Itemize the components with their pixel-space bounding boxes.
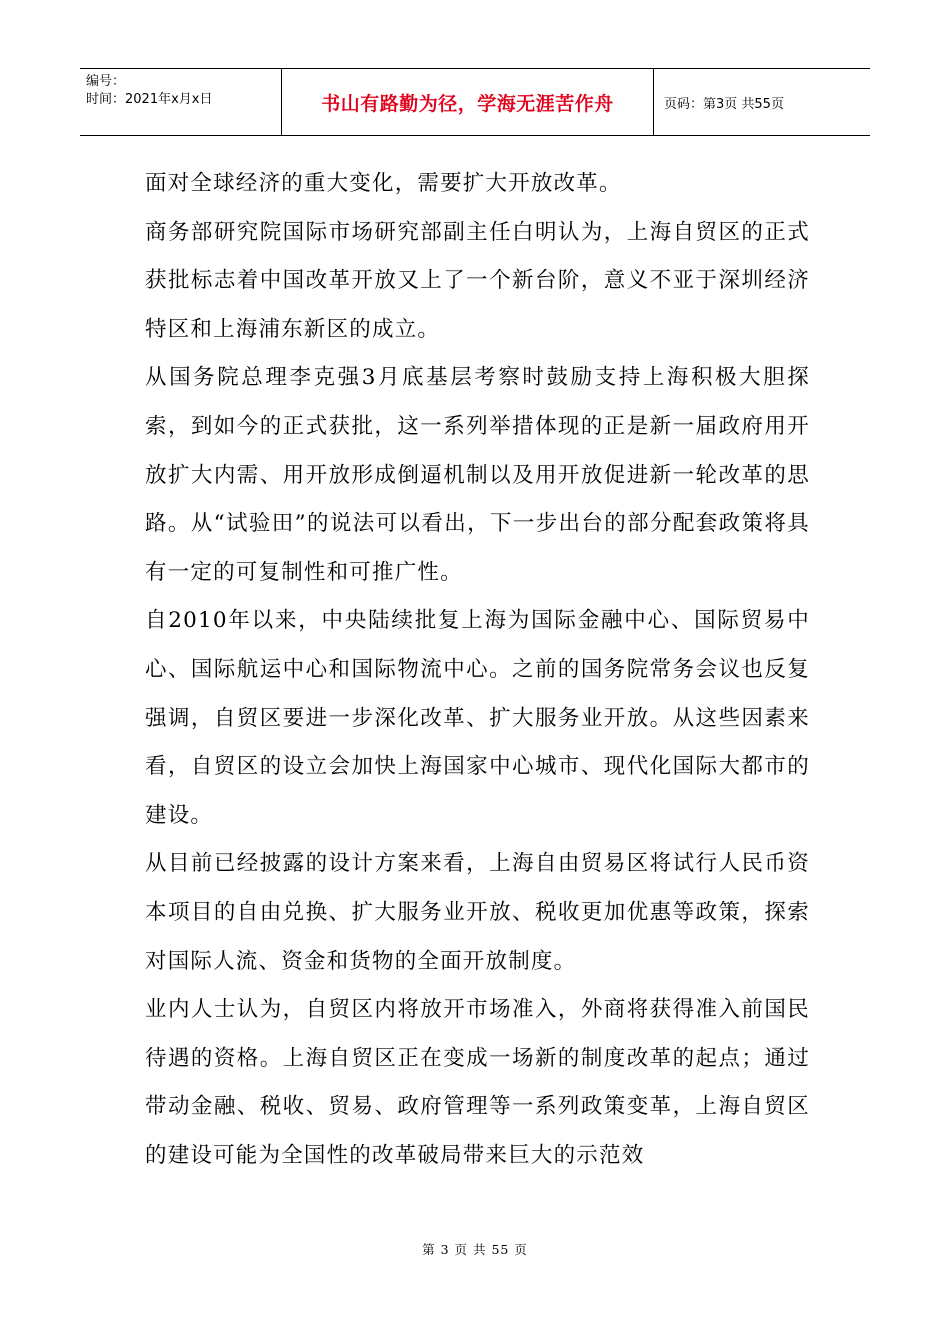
document-header xyxy=(80,68,870,136)
paragraph: 业内人士认为，自贸区内将放开市场准入，外商将获得准入前国民待遇的资格。上海自贸区正在变成一场新的制度改革的起点；通过带动金融、税收、贸易、政府管理等一系列政策变革，上海自贸区的建设可能为全国性的改革破局带来巨大的示范效 xyxy=(145,997,810,1168)
document-body xyxy=(145,160,810,1180)
document-number-label: 编号： xyxy=(86,74,126,89)
paragraph: 从国务院总理李克强3月底基层考察时鼓励支持上海积极大胆探索，到如今的正式获批，这一系列举措体现的正是新一届政府用开放扩大内需、用开放形成倒逼机制以及用开放促进新一轮改革的思路。从“试验田”的说法可以看出，下一步出台的部分配套政策将具有一定的可复制性和可推广性。 xyxy=(145,365,810,585)
page-footer: 第 3 页 共 55 页 xyxy=(422,1242,528,1257)
paragraph: 商务部研究院国际市场研究部副主任白明认为，上海自贸区的正式获批标志着中国改革开放又上了一个新台阶，意义不亚于深圳经济特区和上海浦东新区的成立。 xyxy=(145,219,810,342)
paragraph: 自2010年以来，中央陆续批复上海为国际金融中心、国际贸易中心、国际航运中心和国际物流中心。之前的国务院常务会议也反复强调，自贸区要进一步深化改革、扩大服务业开放。从这些因素来看，自贸区的设立会加快上海国家中心城市、现代化国际大都市的建设。 xyxy=(145,608,810,828)
header-meta-cell xyxy=(80,69,282,135)
paragraph: 从目前已经披露的设计方案来看，上海自由贸易区将试行人民币资本项目的自由兑换、扩大服务业开放、税收更加优惠等政策，探索对国际人流、资金和货物的全面开放制度。 xyxy=(145,851,810,974)
document-time-label: 时间：2021年x月x日 xyxy=(86,92,213,107)
header-motto: 书山有路勤为径，学海无涯苦作舟 xyxy=(282,69,654,135)
header-page-info: 页码：第3页 共55页 xyxy=(664,96,784,112)
paragraph: 面对全球经济的重大变化，需要扩大开放改革。 xyxy=(145,171,622,196)
